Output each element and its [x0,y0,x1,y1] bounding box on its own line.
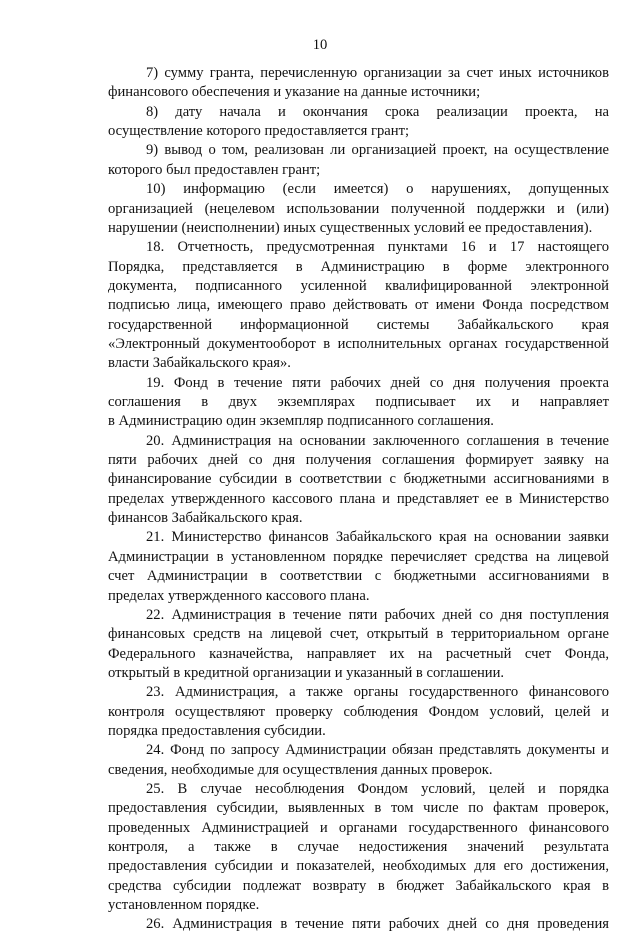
text-line: подписью лица, имеющего право действовать от имени Фонда посредством [108,297,609,314]
text-line: нарушении (неисполнении) иных существенных условий ее предоставления). [108,219,593,236]
text-line: 21. Министерство финансов Забайкальского края на основании заявки [146,529,609,546]
text-line: 7) сумму гранта, перечисленную организации за счет иных источников [146,65,609,81]
text-line: 10) информацию (если имеется) о нарушениях, допущенных [146,181,609,198]
text-line: 19. Фонд в течение пяти рабочих дней со дня получения проекта [146,374,609,391]
text-line: пяти рабочих дней со дня получения соглашения формирует заявку на [108,452,609,468]
text-line: финансирование субсидии в соответствии с бюджетными ассигнованиями в [108,471,609,488]
text-line: установленном порядке. [108,897,260,914]
text-line: предоставления субсидии и показателей, необходимых для его достижения, [108,858,609,875]
text-line: документа, подписанного усиленной квалифицированной электронной [108,277,609,294]
text-line: предоставления субсидии, выявленных в том числе по фактам проверок, [108,800,609,817]
text-line: «Электронный документооборот в исполнительных органах государственной [108,335,609,352]
text-line: открытый в кредитной организации и указанный в соглашении. [108,664,505,681]
text-line: 22. Администрация в течение пяти рабочих дней со дня поступления [146,606,609,623]
text-line: Федерального казначейства, направляет их на расчетный счет Фонда, [108,645,609,662]
text-line: средства субсидии подлежат возврату в бюджет Забайкальского края в [108,877,609,894]
text-line: Администрации в установленном порядке перечисляет средства на лицевой [108,548,609,565]
text-line: проведенных Администрацией и органами государственного финансового [108,819,609,836]
text-line: 9) вывод о том, реализован ли организацией проект, на осуществление [146,142,609,159]
text-line: пределах утвержденного кассового плана. [108,587,370,604]
text-line: финансов Забайкальского края. [108,510,303,527]
text-line: 8) дату начала и окончания срока реализации проекта, на [146,103,609,120]
text-line: финансовых средств на лицевой счет, открытый в территориальном органе [108,626,609,643]
text-line: осуществление которого предоставляется грант; [108,123,410,140]
text-line: контроля осуществляют проверку соблюдения Фондом условий, целей и [108,703,609,720]
text-line: 25. В случае несоблюдения Фондом условий, целей и порядка [146,781,609,797]
text-line: соглашения в двух экземплярах подписывает их и направляет [108,394,609,410]
text-line: контроля, а также в случае недостижения значений результата [108,839,609,855]
text-line: 24. Фонд по запросу Администрации обязан представлять документы и [146,742,609,759]
text-line: 18. Отчетность, предусмотренная пунктами 16 и 17 настоящего [146,239,609,256]
text-line: организацией (нецелевом использовании полученной поддержки и (или) [108,200,609,217]
text-line: 20. Администрация на основании заключенного соглашения в течение [146,432,609,449]
text-line: пределах утвержденного кассового плана и представляет ее в Министерство [108,490,609,507]
text-line: финансового обеспечения и указание на данные источники; [108,84,481,101]
text-line: 26. Администрация в течение пяти рабочих дней со дня проведения [146,916,609,933]
text-line: 23. Администрация, а также органы государственного финансового [146,684,609,701]
text-line: порядка предоставления субсидии. [108,722,326,739]
text-line: которого был предоставлен грант; [108,161,321,178]
text-line: власти Забайкальского края». [108,355,291,372]
text-line: счет Администрации в соответствии с бюджетными ассигнованиями в [108,568,609,585]
page-number: 10 [312,37,328,53]
text-line: Порядка, представляется в Администрацию в форме электронного [108,258,609,275]
text-line: сведения, необходимые для осуществления данных проверок. [108,761,493,778]
text-line: в Администрацию один экземпляр подписанного соглашения. [108,413,494,430]
text-line: государственной информационной системы Забайкальского края [108,316,609,333]
